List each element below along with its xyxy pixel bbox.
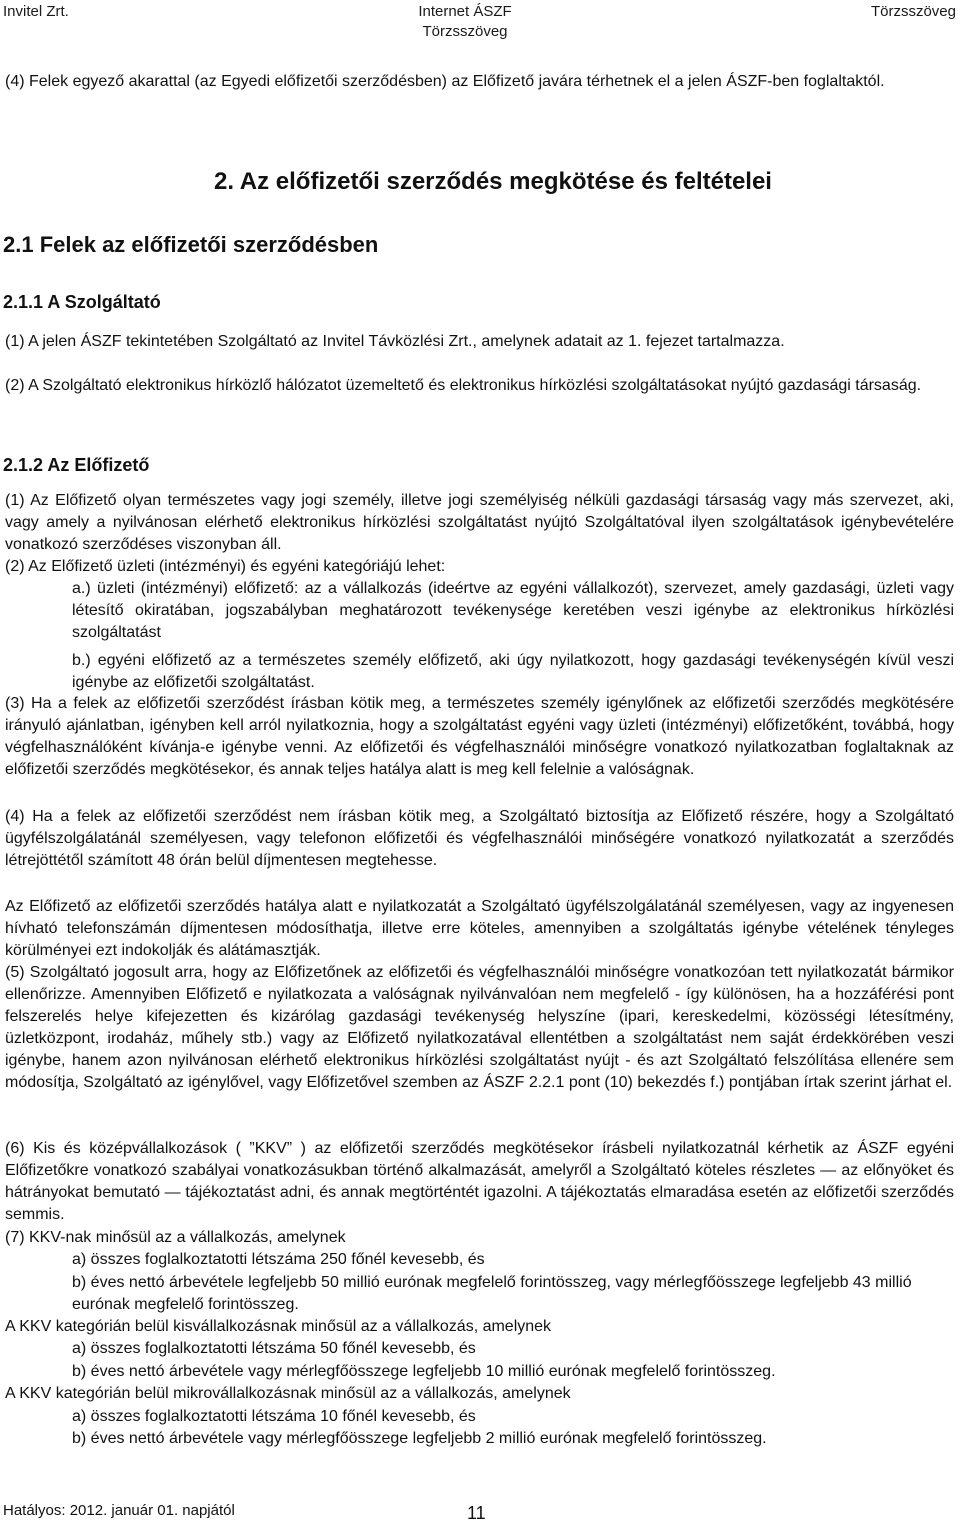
small-enterprise-criteria-b: b) éves nettó árbevétele vagy mérlegfőösszege legfeljebb 10 millió eurónak megfelelő forintösszeg. [72,1363,776,1380]
paragraph-2-1-2-2b: b.) egyéni előfizető az a természetes személy előfizető, aki úgy nyilatkozott, hogy gazdasági tevékenységén kívül veszi igénybe az előfizetői szolgáltatást. [72,652,954,691]
header-document [410,2,520,42]
intro-paragraph: (4) Felek egyező akarattal (az Egyedi előfizetői szerződésben) az Előfizető javára térhetnek el a jelen ÁSZF-ben foglaltaktól. [5,73,885,90]
micro-enterprise-definition: A KKV kategórián belül mikrovállalkozásnak minősül az a vállalkozás, amelynek [5,1385,571,1402]
paragraph-2-1-2-3: (3) Ha a felek az előfizetői szerződést írásban kötik meg, a természetes személy igénylőnek az előfizetői szerződés megkötésére irányuló ajánlatban, igényben kell arról nyilatkoznia, hogy a szolgáltatást egyéni vagy üzleti (intézményi) előfizetőként, továbbá, hogy végfelhasználóként kívánja-e igénybe venni. Az előfizetői és végfelhasználói minőségre vonatkozó nyilatkozatban foglaltaknak az előfizetői szerződés megkötésekor, és annak teljes hatálya alatt is meg kell felelnie a valóságnak. [5,695,954,778]
paragraph-2-1-2-2: (2) Az Előfizető üzleti (intézményi) és egyéni kategóriájú lehet: [5,558,446,575]
section-2-title-text: 2. Az előfizetői szerződés megkötése és feltételei [214,168,772,195]
kkv-criteria-b: b) éves nettó árbevétele legfeljebb 50 millió eurónak megfelelő forintösszeg, vagy mérlegfőösszege legfeljebb 43 millió eurónak megfelelő forintösszeg. [72,1274,912,1313]
paragraph-2-1-2-2a: a.) üzleti (intézményi) előfizető: az a vállalkozás (ideértve az egyéni vállalkozót), szervezet, amely gazdasági, üzleti vagy létesítő okiratában, jogszabályban meghatározott tevékenysége keretében veszi igénybe az elektronikus hírközlési szolgáltatást [72,580,954,641]
small-enterprise-criteria-a: a) összes foglalkoztatotti létszáma 50 főnél kevesebb, és [72,1340,476,1357]
kkv-criteria-a: a) összes foglalkoztatotti létszáma 250 főnél kevesebb, és [72,1251,485,1268]
paragraph-2-1-2-6: (6) Kis és középvállalkozások ( ”KKV” ) az előfizetői szerződés megkötésekor írásbeli nyilatkozatnál kérhetik az ÁSZF egyéni Előfizetőkre vonatkozó szabályai vonatkozásukban történő alkalmazását, amelyről a Szolgáltató köteles részletes — az előnyöket és hátrányokat bemutató — tájékoztatást adni, és annak megtörténtét igazolni. A tájékoztatás elmaradása esetén az előfizetői szerződés semmis. [5,1140,954,1223]
small-enterprise-definition: A KKV kategórián belül kisvállalkozásnak minősül az a vállalkozás, amelynek [5,1318,552,1335]
paragraph-2-1-2-1: (1) Az Előfizető olyan természetes vagy jogi személy, illetve jogi személyiség nélküli gazdasági társaság vagy más szervezet, aki, vagy amely a nyilvánosan elérhető elektronikus hírközlési szolgáltatást nyújtó Szolgáltatóval ilyen szolgáltatások igénybevételére vonatkozó szerződéses viszonyban áll. [5,492,954,553]
paragraph-2-1-1-2: (2) A Szolgáltató elektronikus hírközlő hálózatot üzemeltető és elektronikus hírközlési szolgáltatásokat nyújtó gazdasági társaság. [5,377,922,394]
micro-enterprise-criteria-a: a) összes foglalkoztatotti létszáma 10 főnél kevesebb, és [72,1408,476,1425]
section-2-1-2-title: 2.1.2 Az Előfizető [3,455,150,475]
paragraph-2-1-2-4-cont: Az Előfizető az előfizetői szerződés hatálya alatt e nyilatkozatát a Szolgáltató ügyfélszolgálatánál személyesen, vagy az ingyenesen hívható telefonszámán díjmentesen módosíthatja, illetve erre köteles, amennyiben a szolgáltatás igénybe vételének tényleges körülményei ezt indokolják és alátámasztják. [5,898,954,959]
header-document-subtitle: Törzsszöveg [422,23,508,40]
page-number: 11 [467,1503,486,1523]
section-2-title [0,167,960,197]
header-right-label: Törzsszöveg [870,3,956,20]
header-company: Invitel Zrt. [3,3,69,20]
paragraph-2-1-2-5: (5) Szolgáltató jogosult arra, hogy az Előfizetőnek az előfizetői és végfelhasználói minőségre vonatkozóan tett nyilatkozatát bármikor ellenőrizze. Amennyiben Előfizető e nyilatkozata a valóságnak nyilvánvalóan nem megfelelő - így különösen, ha a hozzáférési pont felszerelés helye kifejezetten és kizárólag gazdasági tevékenység helyszíne (ipari, kereskedelmi, közösségi létesítmény, üzletközpont, irodaház, műhely stb.) vagy az Előfizető nyilatkozatával ellentétben a szolgáltatást nem saját érdekkörében veszi igénybe, hanem azon nyilvánosan elérhető elektronikus hírközlési szolgáltatást nyújt - és azt Szolgáltató felszólítása ellenére sem módosítja, Szolgáltató az igénylővel, vagy Előfizetővel szemben az ÁSZF 2.2.1 pont (10) bekezdés f.) pontjában írtak szerint járhat el. [5,964,954,1091]
footer-validity: Hatályos: 2012. január 01. napjától [3,1502,235,1519]
paragraph-2-1-2-4: (4) Ha a felek az előfizetői szerződést nem írásban kötik meg, a Szolgáltató biztosítja az Előfizető részére, hogy a Szolgáltató ügyfélszolgálatánál személyesen, vagy telefonon előfizetői és végfelhasználói minőségére vonatkozó nyilatkozatát a szerződés létrejöttétől számított 48 órán belül díjmentesen megtehesse. [5,808,954,869]
paragraph-2-1-2-7: (7) KKV-nak minősül az a vállalkozás, amelynek [5,1229,346,1246]
micro-enterprise-criteria-b: b) éves nettó árbevétele vagy mérlegfőösszege legfeljebb 2 millió eurónak megfelelő forintösszeg. [72,1430,767,1447]
section-2-1-title: 2.1 Felek az előfizetői szerződésben [3,232,379,257]
header-document-title: Internet ÁSZF [418,3,512,20]
paragraph-2-1-1-1: (1) A jelen ÁSZF tekintetében Szolgáltató az Invitel Távközlési Zrt., amelynek adatait az 1. fejezet tartalmazza. [5,333,785,350]
section-2-1-1-title: 2.1.1 A Szolgáltató [3,292,161,312]
